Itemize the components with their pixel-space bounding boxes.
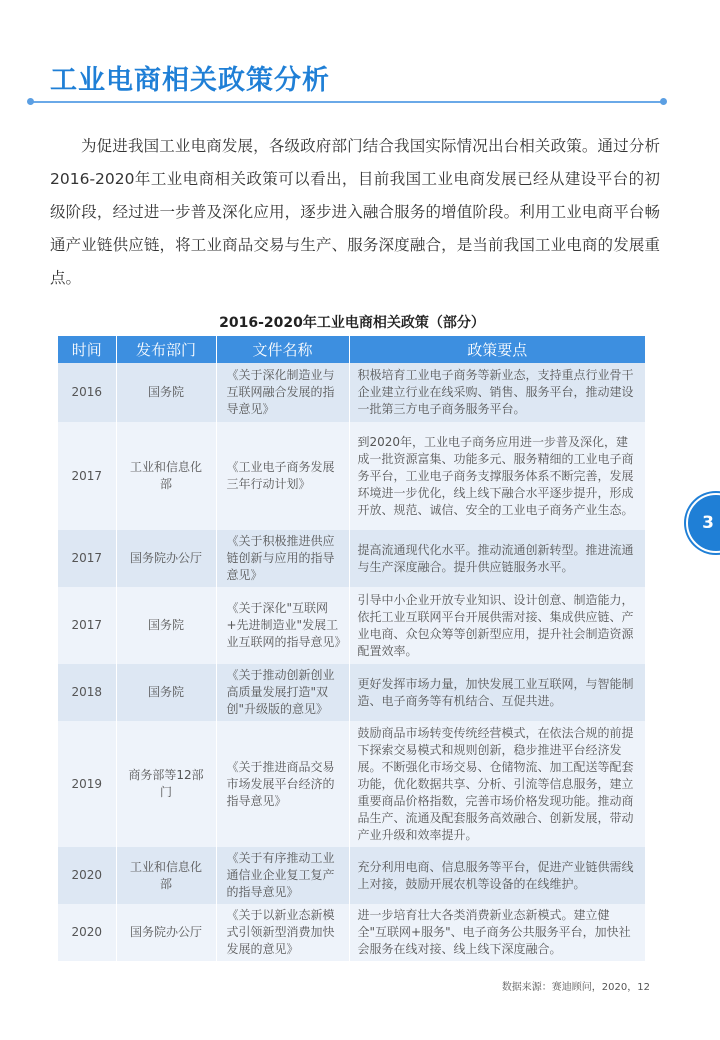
cell-points: 到2020年，工业电子商务应用进一步普及深化，建成一批资源富集、功能多元、服务精细的工业电子商务平台，工业电子商务支撑服务体系不断完善，发展环境进一步优化，线上线下融合水平逐步提升，形成开放、规范、诚信、安全的工业电子商务产业生态。 <box>349 422 645 530</box>
cell-file: 《关于推动创新创业高质量发展打造"双创"升级版的意见》 <box>216 664 349 721</box>
cell-dept: 国务院 <box>116 664 216 721</box>
intro-paragraph: 为促进我国工业电商发展，各级政府部门结合我国实际情况出台相关政策。通过分析2016-2020年工业电商相关政策可以看出，目前我国工业电商发展已经从建设平台的初级阶段，经过进一步普及深化应用，逐步进入融合服务的增值阶段。利用工业电商平台畅通产业链供应链，将工业商品交易与生产、服务深度融合，是当前我国工业电商的发展重点。 <box>50 137 660 287</box>
cell-year: 2019 <box>58 721 116 847</box>
table-row <box>58 363 645 422</box>
header-points: 政策要点 <box>349 336 645 363</box>
cell-points: 引导中小企业开放专业知识、设计创意、制造能力，依托工业互联网平台开展供需对接、集成供应链、产业电商、众包众筹等创新型应用，提升社会制造资源配置效率。 <box>349 587 645 664</box>
cell-file: 《关于以新业态新模式引领新型消费加快发展的意见》 <box>216 904 349 961</box>
cell-year: 2017 <box>58 422 116 530</box>
data-source-note: 数据来源：赛迪顾问，2020，12 <box>501 982 650 993</box>
cell-file: 《关于深化制造业与互联网融合发展的指导意见》 <box>216 363 349 422</box>
cell-points: 进一步培育壮大各类消费新业态新模式。建立健全"互联网+服务"、电子商务公共服务平台，加快社会服务在线对接、线上线下深度融合。 <box>349 904 645 961</box>
cell-file: 《工业电子商务发展三年行动计划》 <box>216 422 349 530</box>
cell-dept: 工业和信息化部 <box>116 847 216 904</box>
table-row <box>58 587 645 664</box>
cell-year: 2017 <box>58 587 116 664</box>
cell-year: 2020 <box>58 847 116 904</box>
cell-dept: 国务院 <box>116 363 216 422</box>
table-title: 2016-2020年工业电商相关政策（部分） <box>219 315 485 331</box>
divider-dot-left <box>27 98 34 105</box>
cell-year: 2020 <box>58 904 116 961</box>
cell-dept: 国务院办公厅 <box>116 530 216 587</box>
cell-points: 提高流通现代化水平。推动流通创新转型。推进流通与生产深度融合。提升供应链服务水平。 <box>349 530 645 587</box>
table-row <box>58 530 645 587</box>
page-title: 工业电商相关政策分析 <box>50 65 330 96</box>
cell-dept: 商务部等12部门 <box>116 721 216 847</box>
header-dept: 发布部门 <box>116 336 216 363</box>
table-row <box>58 904 645 961</box>
cell-year: 2016 <box>58 363 116 422</box>
cell-dept: 国务院 <box>116 587 216 664</box>
header-file: 文件名称 <box>216 336 349 363</box>
cell-year: 2017 <box>58 530 116 587</box>
cell-points: 积极培育工业电子商务等新业态，支持重点行业骨干企业建立行业在线采购、销售、服务平台，推动建设一批第三方电子商务服务平台。 <box>349 363 645 422</box>
cell-points: 充分利用电商、信息服务等平台，促进产业链供需线上对接，鼓励开展农机等设备的在线维护。 <box>349 847 645 904</box>
cell-file: 《关于有序推动工业通信业企业复工复产的指导意见》 <box>216 847 349 904</box>
cell-file: 《关于深化"互联网+先进制造业"发展工业互联网的指导意见》 <box>216 587 349 664</box>
cell-file: 《关于积极推进供应链创新与应用的指导意见》 <box>216 530 349 587</box>
page-number-tab <box>686 493 720 553</box>
cell-dept: 国务院办公厅 <box>116 904 216 961</box>
cell-points: 更好发挥市场力量，加快发展工业互联网，与智能制造、电子商务等有机结合、互促共进。 <box>349 664 645 721</box>
cell-dept: 工业和信息化部 <box>116 422 216 530</box>
divider-dot-right <box>660 98 667 105</box>
table-row <box>58 721 645 847</box>
page-number: 3 <box>702 513 714 533</box>
policy-table <box>58 336 645 961</box>
header-year: 时间 <box>58 336 116 363</box>
cell-year: 2018 <box>58 664 116 721</box>
title-divider <box>30 101 664 103</box>
table-row <box>58 847 645 904</box>
cell-file: 《关于推进商品交易市场发展平台经济的指导意见》 <box>216 721 349 847</box>
table-header-row <box>58 336 645 363</box>
table-row <box>58 664 645 721</box>
cell-points: 鼓励商品市场转变传统经营模式，在依法合规的前提下探索交易模式和规则创新，稳步推进平台经济发展。不断强化市场交易、仓储物流、加工配送等配套功能，优化数据共享、分析、引流等信息服务，建立重要商品价格指数，完善市场价格发现功能。推动商品生产、流通及配套服务高效融合、创新发展，带动产业升级和效率提升。 <box>349 721 645 847</box>
table-row <box>58 422 645 530</box>
